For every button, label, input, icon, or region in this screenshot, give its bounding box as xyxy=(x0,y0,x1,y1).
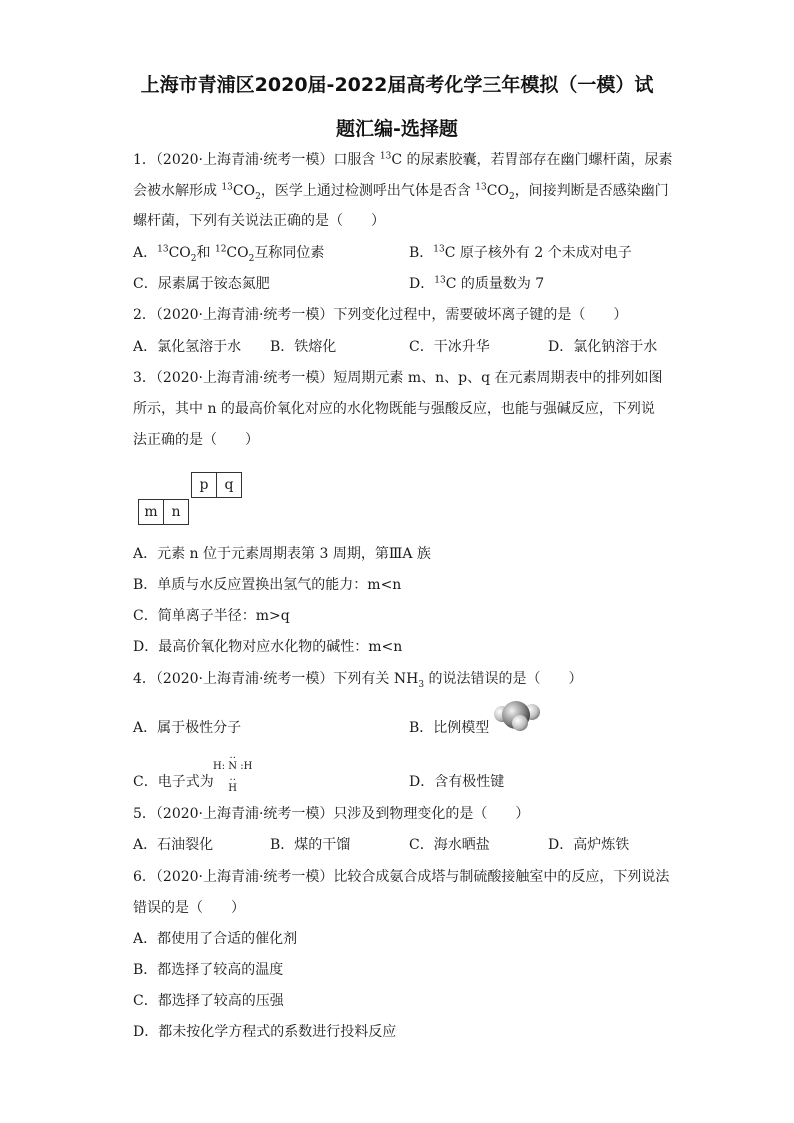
q5-option-b: B．煤的干馏 xyxy=(270,837,351,853)
q4-option-c: C．电子式为 xyxy=(133,774,214,790)
q1-stem-line1: 1．（2020·上海青浦·统考一模）口服含 $^{13}$C 的尿素胶囊，若胃部存在幽门螺杆菌，尿素 xyxy=(133,151,673,168)
q1-stem-line3: 螺杆菌，下列有关说法正确的是（ ） xyxy=(133,213,385,229)
nh3-electron-dot-formula: ‥ H: N :H ‥ H xyxy=(213,750,253,794)
q5-option-a: A．石油裂化 xyxy=(133,837,214,853)
q1-option-c: C．尿素属于铵态氮肥 xyxy=(133,276,270,292)
q2-option-a: A．氯化氢溶于水 xyxy=(133,339,242,355)
q1-option-d: D．$^{13}$C 的质量数为 7 xyxy=(409,275,545,292)
q3-option-a: A．元素 n 位于元素周期表第 3 周期，第ⅢA 族 xyxy=(133,546,431,562)
cell-n: n xyxy=(163,499,189,525)
q2-option-c: C．干冰升华 xyxy=(409,339,490,355)
doc-title-line2: 题汇编-选择题 xyxy=(336,118,458,140)
q6-option-b: B．都选择了较高的温度 xyxy=(133,962,284,978)
periodic-table-figure xyxy=(138,472,248,528)
q2-option-b: B．铁熔化 xyxy=(270,339,337,355)
q6-stem-line2: 错误的是（ ） xyxy=(133,900,245,916)
q6-stem-line1: 6．（2020·上海青浦·统考一模）比较合成氨合成塔与制硫酸接触室中的反应，下列说法 xyxy=(133,869,670,885)
cell-q: q xyxy=(216,472,242,498)
q3-stem-line2: 所示，其中 n 的最高价氧化对应的水化物既能与强酸反应，也能与强碱反应，下列说 xyxy=(133,401,655,417)
q1-stem-line2: 会被水解形成 $^{13}CO_2$，医学上通过检测呼出气体是否含 $^{13}CO_2$，间接判断是否感染幽门 xyxy=(133,182,669,202)
q4-option-d: D．含有极性键 xyxy=(409,774,505,790)
q3-stem-line1: 3．（2020·上海青浦·统考一模）短周期元素 m、n、p、q 在元素周期表中的排列如图 xyxy=(133,370,663,386)
q6-option-d: D．都未按化学方程式的系数进行投料反应 xyxy=(133,1024,397,1040)
q2-option-d: D．氯化钠溶于水 xyxy=(548,339,658,355)
q3-option-d: D．最高价氧化物对应水化物的碱性：m<n xyxy=(133,639,403,655)
cell-p: p xyxy=(191,472,217,498)
doc-title-line1: 上海市青浦区2020届-2022届高考化学三年模拟（一模）试 xyxy=(140,74,654,96)
q3-stem-line3: 法正确的是（ ） xyxy=(133,432,259,448)
q5-option-c: C．海水晒盐 xyxy=(409,837,490,853)
nh3-space-filling-model-icon xyxy=(492,697,542,733)
q2-stem: 2．（2020·上海青浦·统考一模）下列变化过程中，需要破坏离子键的是（ ） xyxy=(133,307,628,323)
q4-option-b: B．比例模型 xyxy=(409,720,490,736)
q4-stem: 4．（2020·上海青浦·统考一模）下列有关 $NH_3$ 的说法错误的是（ ） xyxy=(133,671,583,690)
q5-stem: 5．（2020·上海青浦·统考一模）只涉及到物理变化的是（ ） xyxy=(133,806,530,822)
q3-option-c: C．简单离子半径：m>q xyxy=(133,608,290,624)
q1-option-b: B．$^{13}$C 原子核外有 2 个未成对电子 xyxy=(409,244,632,261)
q5-option-d: D．高炉炼铁 xyxy=(548,837,630,853)
cell-m: m xyxy=(138,499,164,525)
q4-option-a: A．属于极性分子 xyxy=(133,720,242,736)
q6-option-c: C．都选择了较高的压强 xyxy=(133,993,284,1009)
q1-option-a: A．$^{13}CO_2$和 $^{12}CO_2$互称同位素 xyxy=(133,244,325,264)
q3-option-b: B．单质与水反应置换出氢气的能力：m<n xyxy=(133,577,402,593)
q6-option-a: A．都使用了合适的催化剂 xyxy=(133,931,298,947)
